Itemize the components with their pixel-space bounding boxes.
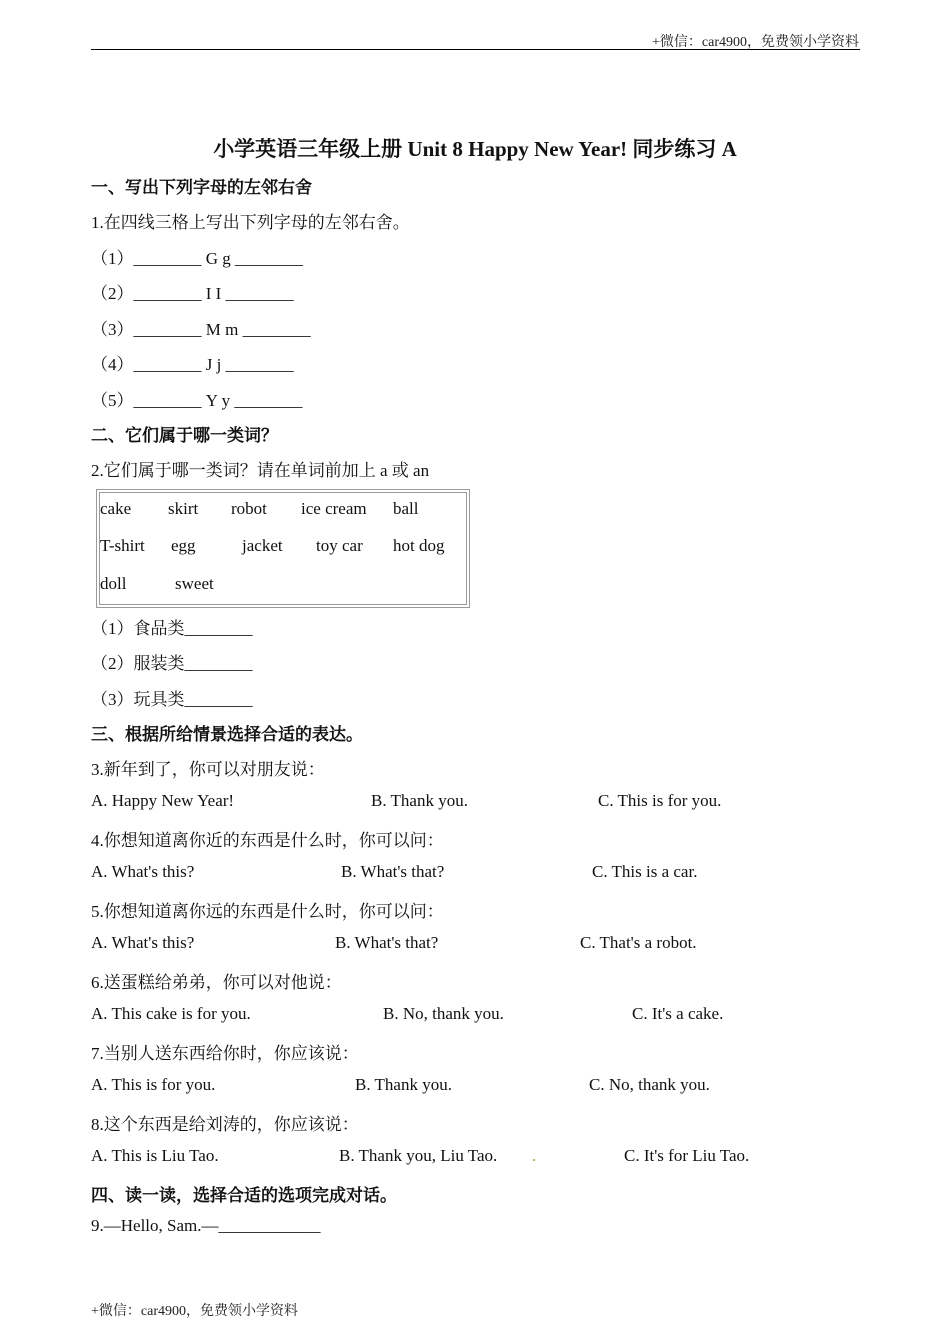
- category-item-2: （2）服装类________: [91, 654, 253, 673]
- letter-item-1: （1）________ G g ________: [91, 249, 304, 268]
- q5-option-a: A. What's this?: [91, 933, 195, 952]
- section4-heading: 四、读一读，选择合适的选项完成对话。: [91, 1186, 397, 1205]
- word-ball: ball: [393, 499, 419, 518]
- question-4: 4.你想知道离你近的东西是什么时，你可以问：: [91, 831, 444, 850]
- word-robot: robot: [231, 499, 267, 518]
- question-3: 3.新年到了，你可以对朋友说：: [91, 760, 325, 779]
- question-1: 1.在四线三格上写出下列字母的左邻右舍。: [91, 213, 410, 232]
- q7-option-b: B. Thank you.: [355, 1075, 452, 1094]
- question-2: 2.它们属于哪一类词？请在单词前加上 a 或 an: [91, 461, 430, 480]
- q4-option-b: B. What's that?: [341, 862, 445, 881]
- q7-option-a: A. This is for you.: [91, 1075, 216, 1094]
- question-8: 8.这个东西是给刘涛的，你应该说：: [91, 1115, 359, 1134]
- q4-option-a: A. What's this?: [91, 862, 195, 881]
- section2-heading: 二、它们属于哪一类词？: [91, 426, 278, 445]
- category-item-3: （3）玩具类________: [91, 690, 253, 709]
- letter-item-5: （5）________ Y y ________: [91, 391, 303, 410]
- word-hot-dog: hot dog: [393, 536, 445, 555]
- question-7: 7.当别人送东西给你时，你应该说：: [91, 1044, 359, 1063]
- q8-option-c: C. It's for Liu Tao.: [624, 1146, 750, 1165]
- question-5: 5.你想知道离你远的东西是什么时，你可以问：: [91, 902, 444, 921]
- word-sweet: sweet: [175, 574, 214, 593]
- q7-option-c: C. No, thank you.: [589, 1075, 710, 1094]
- section1-heading: 一、写出下列字母的左邻右舍: [91, 178, 312, 197]
- word-toy-car: toy car: [316, 536, 363, 555]
- word-tshirt: T-shirt: [100, 536, 145, 555]
- q3-option-c: C. This is for you.: [598, 791, 722, 810]
- word-skirt: skirt: [168, 499, 199, 518]
- footer-note: +微信：car4900，免费领小学资料: [91, 1304, 298, 1319]
- q8-option-a: A. This is Liu Tao.: [91, 1146, 219, 1165]
- word-jacket: jacket: [242, 536, 283, 555]
- header-note: +微信：car4900，免费领小学资料: [652, 35, 859, 50]
- q6-option-a: A. This cake is for you.: [91, 1004, 251, 1023]
- page-title: 小学英语三年级上册 Unit 8 Happy New Year! 同步练习 A: [213, 137, 737, 161]
- q6-option-c: C. It's a cake.: [632, 1004, 724, 1023]
- word-ice-cream: ice cream: [301, 499, 367, 518]
- question-9: 9.—Hello, Sam.—____________: [91, 1216, 321, 1235]
- word-bank-box: [96, 489, 470, 608]
- letter-item-2: （2）________ I I ________: [91, 284, 294, 303]
- q3-option-b: B. Thank you.: [371, 791, 468, 810]
- word-cake: cake: [100, 499, 132, 518]
- q3-option-a: A. Happy New Year!: [91, 791, 235, 810]
- section3-heading: 三、根据所给情景选择合适的表达。: [91, 725, 363, 744]
- word-doll: doll: [100, 574, 127, 593]
- q5-option-c: C. That's a robot.: [580, 933, 697, 952]
- stray-dot: .: [532, 1146, 537, 1165]
- q4-option-c: C. This is a car.: [592, 862, 698, 881]
- letter-item-3: （3）________ M m ________: [91, 320, 311, 339]
- category-item-1: （1）食品类________: [91, 619, 253, 638]
- question-6: 6.送蛋糕给弟弟，你可以对他说：: [91, 973, 342, 992]
- q8-option-b: B. Thank you, Liu Tao.: [339, 1146, 498, 1165]
- q5-option-b: B. What's that?: [335, 933, 439, 952]
- q6-option-b: B. No, thank you.: [383, 1004, 504, 1023]
- letter-item-4: （4）________ J j ________: [91, 355, 294, 374]
- word-egg: egg: [171, 536, 196, 555]
- header-divider: [91, 49, 860, 50]
